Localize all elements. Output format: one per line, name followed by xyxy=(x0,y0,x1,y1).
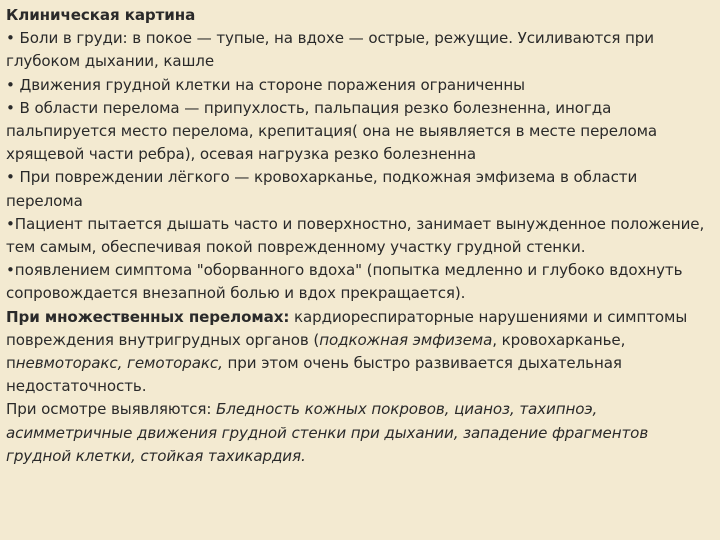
bullet-chest-pain: • Боли в груди: в покое — тупые, на вдохе — острые, режущие. Усиливаются при глубоком дыхании, кашле xyxy=(6,29,654,71)
bullet-lung-damage: • При повреждении лёгкого — кровохарканье, подкожная эмфизема в области перелома xyxy=(6,168,638,210)
bullet-fracture-area: • В области перелома — припухлость, пальпация резко болезненна, иногда пальпируется место перелома, крепитация( она не выявляется в месте перелома хрящевой части ребра), осевая нагрузка резко болезненна xyxy=(6,98,658,164)
multiple-fractures-label: При множественных переломах: xyxy=(6,307,290,326)
multiple-fractures-paragraph xyxy=(6,306,714,399)
bullet-chest-movement: • Движения грудной клетки на стороне поражения ограниченны xyxy=(6,75,525,94)
examination-paragraph xyxy=(6,398,714,468)
slide-heading: Клиническая картина xyxy=(6,6,196,24)
content-text-block xyxy=(6,4,714,468)
bullet-breathing-pattern: •Пациент пытается дышать часто и поверхностно, занимает вынужденное положение, тем самым, обеспечивая покой поврежденному участку грудной стенки. xyxy=(6,214,705,257)
examination-findings: Бледность кожных покровов, цианоз, тахипноэ, асимметричные движения грудной стенки при дыхании, западение фрагментов грудной клетки, стойкая тахикардия. xyxy=(6,400,649,465)
examination-label: При осмотре выявляются: xyxy=(6,400,217,419)
multiple-fractures-italic-1: подкожная эмфизема xyxy=(319,330,493,349)
multiple-fractures-text-1: кардиореспираторные нарушениями и симптомы повреждения внутригрудных органов ( xyxy=(6,307,688,349)
multiple-fractures-text-3: при этом очень быстро развивается дыхательная недостаточность. xyxy=(6,354,622,396)
multiple-fractures-italic-2: невмоторакс, гемоторакс, xyxy=(15,354,223,373)
multiple-fractures-text-2: , кровохарканье, п xyxy=(6,330,626,373)
bullet-interrupted-breath: •появлением симптома "оборванного вдоха" (попытка медленно и глубоко вдохнуть сопровождается внезапной болью и вдох прекращается). xyxy=(6,261,683,303)
